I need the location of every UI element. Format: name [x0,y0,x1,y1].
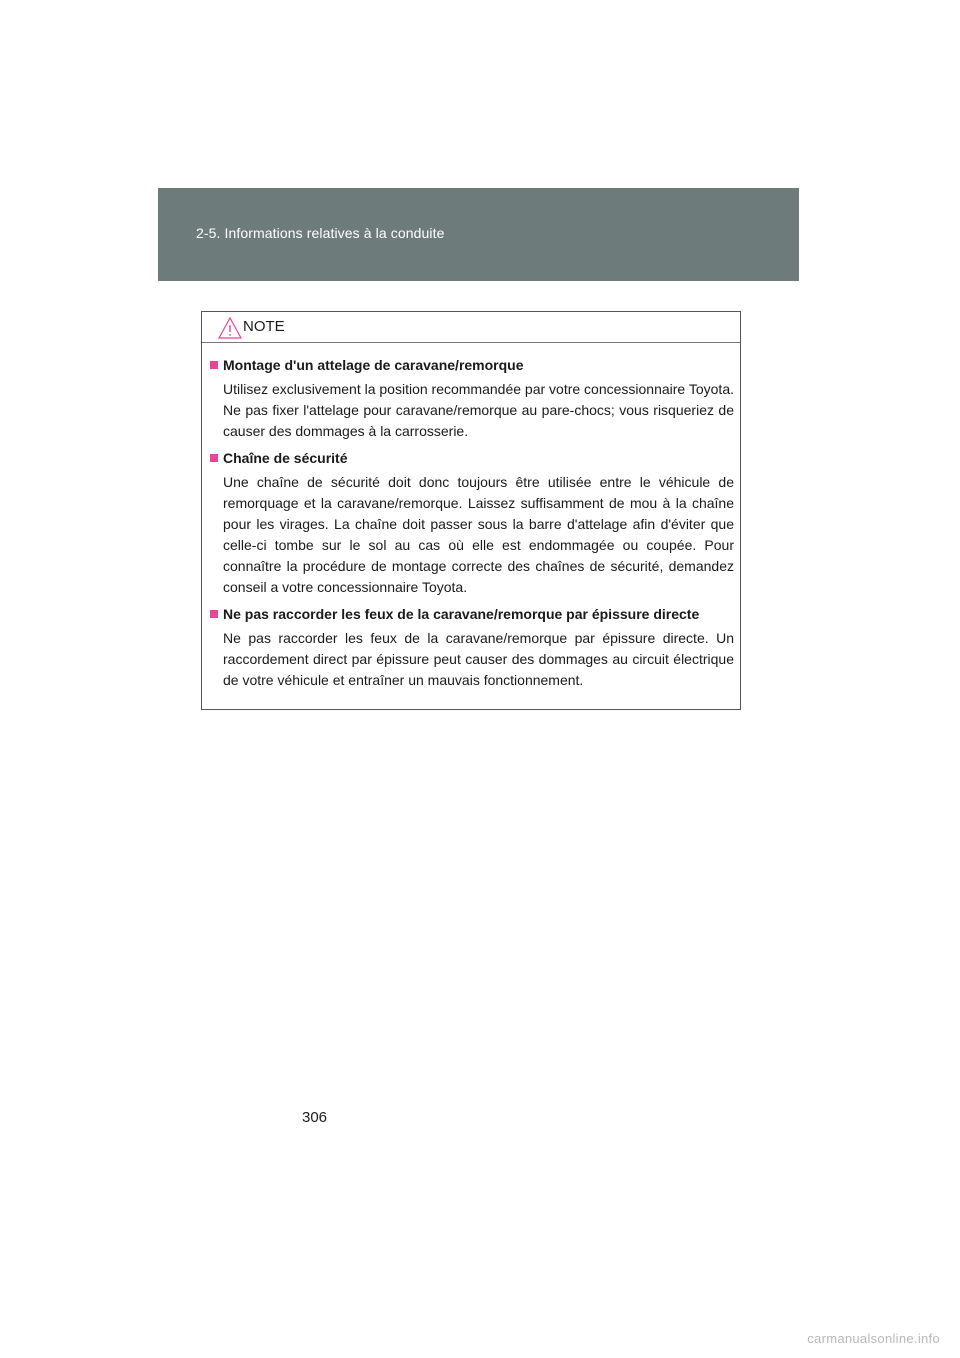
watermark: carmanualsonline.info [807,1331,940,1346]
bullet-square-icon [210,361,218,369]
section-heading-text: Ne pas raccorder les feux de la caravane/remorque par épissure directe [223,606,700,622]
section-heading-text: Chaîne de sécurité [223,450,348,466]
note-box [201,311,741,710]
section-header [158,188,799,281]
section-paragraph: Une chaîne de sécurité doit donc toujours être utilisée entre le véhicule de remorquage et la caravane/remorque. Laissez suffisamment de mou à la chaîne pour les virages. La chaîne doit passer sous la barre d'attelage afin d'éviter que celle-ci tombe sur le sol au cas où elle est endommagée ou coupée. Pour connaître la procédure de montage correcte des chaînes de sécurité, demandez conseil a votre concessionnaire Toyota. [223,474,734,595]
warning-triangle-icon [217,316,243,340]
bullet-square-icon [210,610,218,618]
note-header [202,312,740,343]
section-heading-text: Montage d'un attelage de caravane/remorque [223,357,524,373]
section-heading [210,355,734,376]
section-paragraph: Utilisez exclusivement la position recommandée par votre concessionnaire Toyota. Ne pas fixer l'attelage pour caravane/remorque au pare-chocs; vous risqueriez de causer des dommages à la carrosserie. [223,381,734,439]
section-heading [210,604,734,625]
section-heading [210,448,734,469]
note-body [202,343,740,691]
section-title: 2-5. Informations relatives à la conduite [196,225,445,241]
section-paragraph: Ne pas raccorder les feux de la caravane/remorque par épissure directe. Un raccordement direct par épissure peut causer des dommages au circuit électrique de votre véhicule et entraîner un mauvais fonctionnement. [223,630,734,688]
note-label: NOTE [243,318,285,335]
page-number: 306 [302,1109,328,1126]
bullet-square-icon [210,454,218,462]
